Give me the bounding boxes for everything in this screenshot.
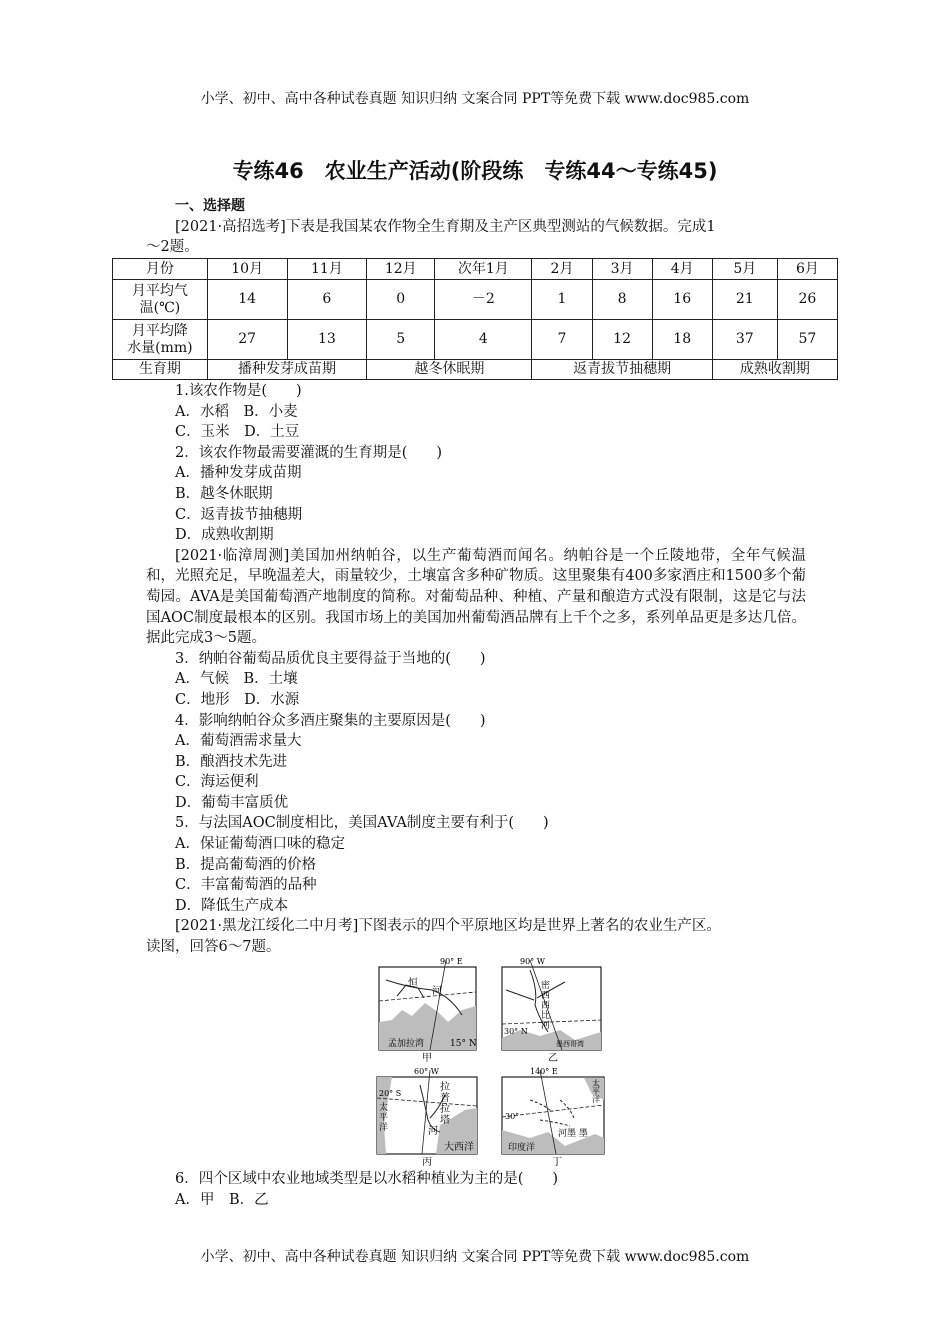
question-2: 2．该农作物最需要灌溉的生育期是( )	[175, 444, 443, 461]
table-cell: 5月	[712, 259, 777, 280]
option-line: B．越冬休眠期	[175, 485, 273, 502]
option-line: C．海运便利	[175, 774, 259, 791]
table-cell: 11月	[287, 259, 367, 280]
table-cell: 越冬休眠期	[367, 360, 532, 380]
option-line: D．成熟收割期	[175, 527, 274, 544]
table-cell: 月份	[113, 259, 208, 280]
table-cell: 4	[435, 320, 532, 360]
map-caption: 丙	[422, 1157, 432, 1168]
map-jia	[379, 957, 477, 1064]
question-4: 4．影响纳帕谷众多酒庄聚集的主要原因是( )	[175, 712, 486, 729]
table-cell: 4月	[652, 259, 712, 280]
ocean-label: 太	[379, 1103, 389, 1113]
table-cell: 12	[592, 320, 652, 360]
river-label: 普	[440, 1093, 450, 1104]
question-5: 5．与法国AOC制度相比，美国AVA制度主要有利于( )	[175, 815, 549, 832]
map-caption: 丁	[552, 1157, 562, 1168]
table-cell: 14	[207, 280, 287, 320]
table-cell: 10月	[207, 259, 287, 280]
longitude-label: 140° E	[530, 1067, 558, 1076]
table-cell: 7	[532, 320, 592, 360]
river-label: 河墨 墨	[558, 1129, 588, 1139]
table-cell: 27	[207, 320, 287, 360]
map-yi	[502, 957, 601, 1064]
sea-label: 大西洋	[444, 1142, 474, 1153]
latitude-label: 15° N	[450, 1039, 477, 1049]
row-label-line: 月平均气	[131, 282, 188, 299]
river-label: 拉	[440, 1104, 450, 1115]
intro-1-cont: ～2题。	[146, 239, 199, 256]
option-line: A．保证葡萄酒口味的稳定	[175, 836, 345, 853]
option-line: A．水稻 B．小麦	[175, 403, 298, 420]
page-footer: 小学、初中、高中各种试卷真题 知识归纳 文案合同 PPT等免费下载 www.doc985.com	[200, 1249, 750, 1265]
river-label: 拉	[440, 1082, 450, 1093]
question-6-block	[146, 1169, 806, 1210]
page-title: 专练46 农业生产活动(阶段练 专练44～专练45)	[232, 159, 718, 183]
table-cell: 13	[287, 320, 367, 360]
option-line: C．返青拔节抽穗期	[175, 506, 303, 523]
table-cell: 18	[652, 320, 712, 360]
table-cell: 57	[777, 320, 837, 360]
page-header: 小学、初中、高中各种试卷真题 知识归纳 文案合同 PPT等免费下载 www.doc985.com	[200, 91, 750, 107]
table-cell: 生育期	[113, 360, 208, 380]
map-ding	[502, 1067, 604, 1168]
river-label: 比	[541, 1011, 551, 1021]
river-label: 河	[541, 1021, 551, 1031]
table-cell: 0	[367, 280, 435, 320]
option-line: C．丰富葡萄酒的品种	[175, 877, 317, 894]
intro-2: [2021·临漳周测]美国加州纳帕谷，以生产葡萄酒而闻名。纳帕谷是一个丘陵地带，全年气候温和，光照充足，早晚温差大，雨量较少，土壤富含多种矿物质。这里聚集有400多家酒庄和1500多个葡萄园。AVA是美国葡萄酒产地制度的简称。对葡萄品种、种植、产量和酿造方式没有限制，这是它与法国AOC制度最根本的区别。我国市场上的美国加州葡萄酒品牌有上千个之多，系列单品更是多达几倍。据此完成3～5题。	[146, 547, 806, 647]
row-label-line: 月平均降	[131, 322, 188, 339]
option-line: A．甲 B．乙	[175, 1191, 269, 1208]
option-line: B．提高葡萄酒的价格	[175, 856, 317, 873]
row-label-line: 水量(mm)	[127, 339, 193, 356]
question-3: 3．纳帕谷葡萄品质优良主要得益于当地的( )	[175, 650, 486, 667]
table-cell: 播种发芽成苗期	[207, 360, 366, 380]
latitude-label: 30° N	[504, 1027, 528, 1036]
option-line: C．玉米 D．土豆	[175, 424, 300, 441]
table-cell: 6	[287, 280, 367, 320]
map-caption: 甲	[422, 1053, 432, 1064]
question-6: 6．四个区域中农业地域类型是以水稻种植业为主的是( )	[175, 1171, 559, 1187]
longitude-label: 90° E	[440, 957, 463, 966]
option-line: C．地形 D．水源	[175, 691, 300, 708]
section-heading: 一、选择题	[175, 198, 245, 214]
river-label: 西	[541, 1001, 551, 1011]
table-cell: 1	[532, 280, 592, 320]
river-label: 西	[541, 991, 551, 1001]
intro-1: [2021·高招选考]下表是我国某农作物全生育期及主产区典型测站的气候数据。完成1	[175, 218, 716, 235]
river-label: 密	[541, 981, 551, 991]
option-line: A．气候 B．土壤	[175, 671, 298, 688]
option-line: B．酿酒技术先进	[175, 753, 288, 770]
table-cell: 返青拔节抽穗期	[532, 360, 712, 380]
table-cell: 16	[652, 280, 712, 320]
table-cell: 5	[367, 320, 435, 360]
option-line: D．降低生产成本	[175, 897, 289, 914]
river-label: 河	[432, 986, 442, 997]
river-label: 恒	[408, 978, 418, 989]
latitude-label: 30°	[505, 1112, 520, 1121]
table-cell: 12月	[367, 259, 435, 280]
intro-3: [2021·黑龙江绥化二中月考]下图表示的四个平原地区均是世界上著名的农业生产区。	[175, 918, 721, 935]
question-1: 1.该农作物是( )	[175, 383, 302, 399]
longitude-label: 60° W	[414, 1067, 439, 1076]
table-cell: 次年1月	[435, 259, 532, 280]
option-line: D．葡萄丰富质优	[175, 794, 289, 811]
ocean-label: 洋	[592, 1095, 600, 1104]
intro-3-cont: 读图，回答6～7题。	[146, 939, 281, 956]
ocean-label: 洋	[379, 1123, 389, 1133]
row-label-line: 温(℃)	[139, 299, 181, 316]
latitude-label: 20° S	[379, 1089, 402, 1098]
map-caption: 乙	[548, 1053, 558, 1064]
table-cell: 成熟收割期	[712, 360, 837, 380]
ocean-label: 平	[592, 1087, 600, 1096]
table-cell: －2	[435, 280, 532, 320]
ocean-label: 太	[592, 1079, 600, 1088]
river-label: 塔	[440, 1115, 450, 1126]
table-cell: 8	[592, 280, 652, 320]
table-cell: 37	[712, 320, 777, 360]
ocean-label: 平	[379, 1113, 389, 1123]
table-cell: 3月	[592, 259, 652, 280]
sea-label: 墨西哥湾	[556, 1040, 584, 1048]
map-bing	[377, 1067, 477, 1168]
river-label: 河	[428, 1126, 438, 1137]
table-cell: 21	[712, 280, 777, 320]
option-line: A．播种发芽成苗期	[175, 465, 302, 482]
table-cell: 2月	[532, 259, 592, 280]
longitude-label: 90° W	[520, 957, 545, 966]
sea-label: 印度洋	[508, 1143, 536, 1153]
sea-label: 孟加拉湾	[388, 1039, 425, 1049]
table-cell: 26	[777, 280, 837, 320]
option-line: A．葡萄酒需求量大	[175, 733, 302, 750]
table-cell: 6月	[777, 259, 837, 280]
